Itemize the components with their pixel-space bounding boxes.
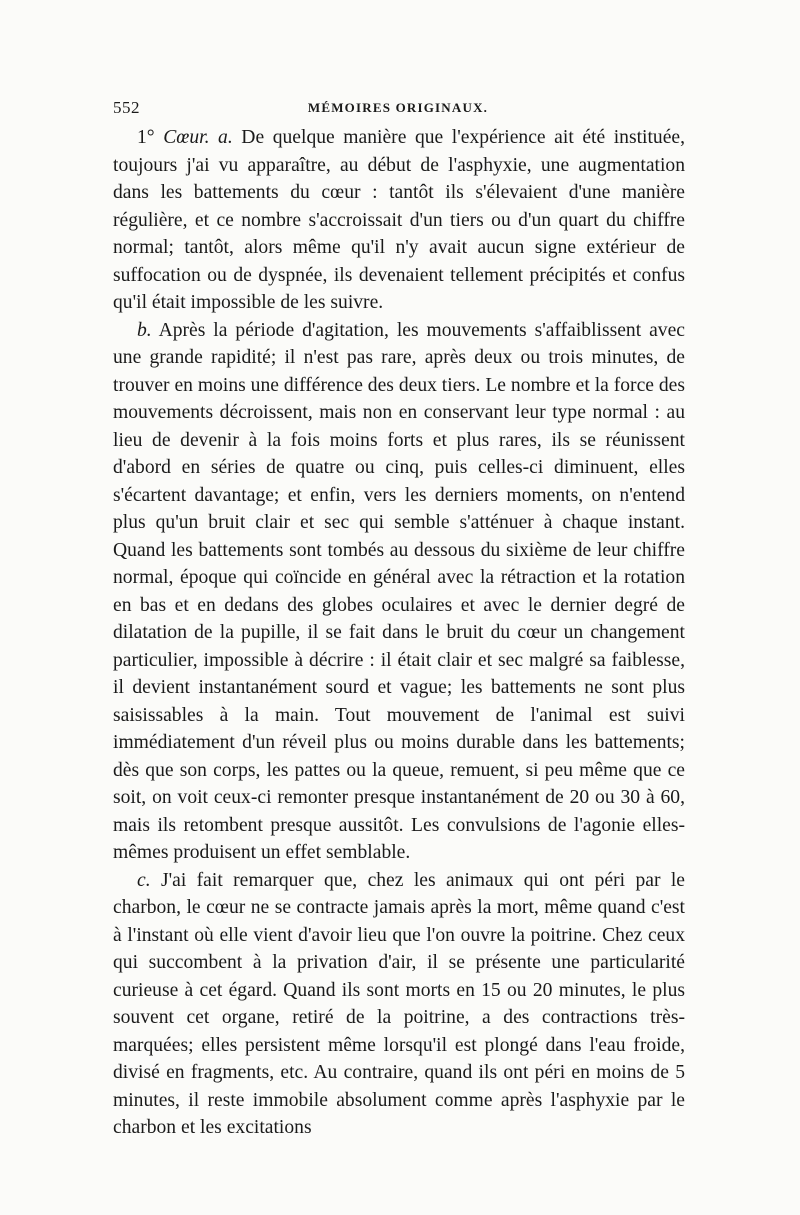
paragraph-label: b. [137,319,152,341]
section-heading: Cœur. a. [163,127,233,148]
paragraph-text: J'ai fait remarquer que, chez les animaux qui ont péri par le charbon, le cœur ne se contracte jamais après la mort, même quand c'est à l'instant où elle vient d'avoir lieu que l'on ouvre la poitrine. Chez ceux qui succombent à la privation d'air, il se présente une particularité curieuse à cet égard. Quand ils sont morts en 15 ou 20 minutes, le plus souvent cet organe, retiré de la poitrine, a des contractions très-marquées; elles persistent même lorsqu'il est plongé dans l'eau froide, divisé en fragments, etc. Au contraire, quand ils ont péri en moins de 5 minutes, il reste immobile absolument comme après l'asphyxie par le charbon et les excitations [113,869,685,1138]
paragraph-text: Après la période d'agitation, les mouvements s'affaiblissent avec une grande rapidité; il n'est pas rare, après deux ou trois minutes, de trouver en moins une différence des deux tiers. Le nombre et la force des mouvements décroissent, mais non en conservant leur type normal : au lieu de devenir à la fois moins forts et plus rares, ils se réunissent d'abord en séries de quatre ou cinq, puis celles-ci diminuent, elles s'écartent davantage; et enfin, vers les derniers moments, on n'entend plus qu'un bruit clair et sec qui semble s'atténuer à chaque instant. Quand les battements sont tombés au dessous du sixième de leur chiffre normal, époque qui coïncide en général avec la rétraction et la rotation en bas et en dedans des globes oculaires et avec le dernier degré de dilatation de la pupille, il se fait dans le bruit du cœur un changement particulier, impossible à décrire : il était clair et sec malgré sa faiblesse, il devient instantanément sourd et vague; les battements ne sont plus saisissables à la main. Tout mouvement de l'animal est suivi immédiatement d'un réveil plus ou moins durable dans les battements; dès que son corps, les pattes ou la queue, remuent, si peu même que ce soit, on voit ceux-ci remonter presque instantanément de 20 ou 30 à 60, mais ils retombent presque aussitôt. Les convulsions de l'agonie elles-mêmes produisent un effet semblable. [113,319,685,863]
paragraph-label: c. [137,869,151,891]
section-number: 1° [137,127,164,148]
body-text [113,124,685,1142]
paragraph-coeur-a [113,124,685,317]
paragraph-text: De quelque manière que l'expérience ait été instituée, toujours j'ai vu apparaître, au début de l'asphyxie, une augmentation dans les battements du cœur : tantôt ils s'élevaient d'une manière régulière, et ce nombre s'accroissait d'un tiers ou d'un quart du chiffre normal; tantôt, alors même qu'il n'y avait aucun signe extérieur de suffocation ou de dyspnée, ils devenaient tellement précipités et confus qu'il était impossible de les suivre. [113,127,686,313]
running-head: MÉMOIRES ORIGINAUX. [307,100,489,115]
paragraph-c [113,867,685,1142]
paragraph-b [113,317,685,867]
page-number: 552 [113,98,140,117]
page-header [113,98,683,122]
